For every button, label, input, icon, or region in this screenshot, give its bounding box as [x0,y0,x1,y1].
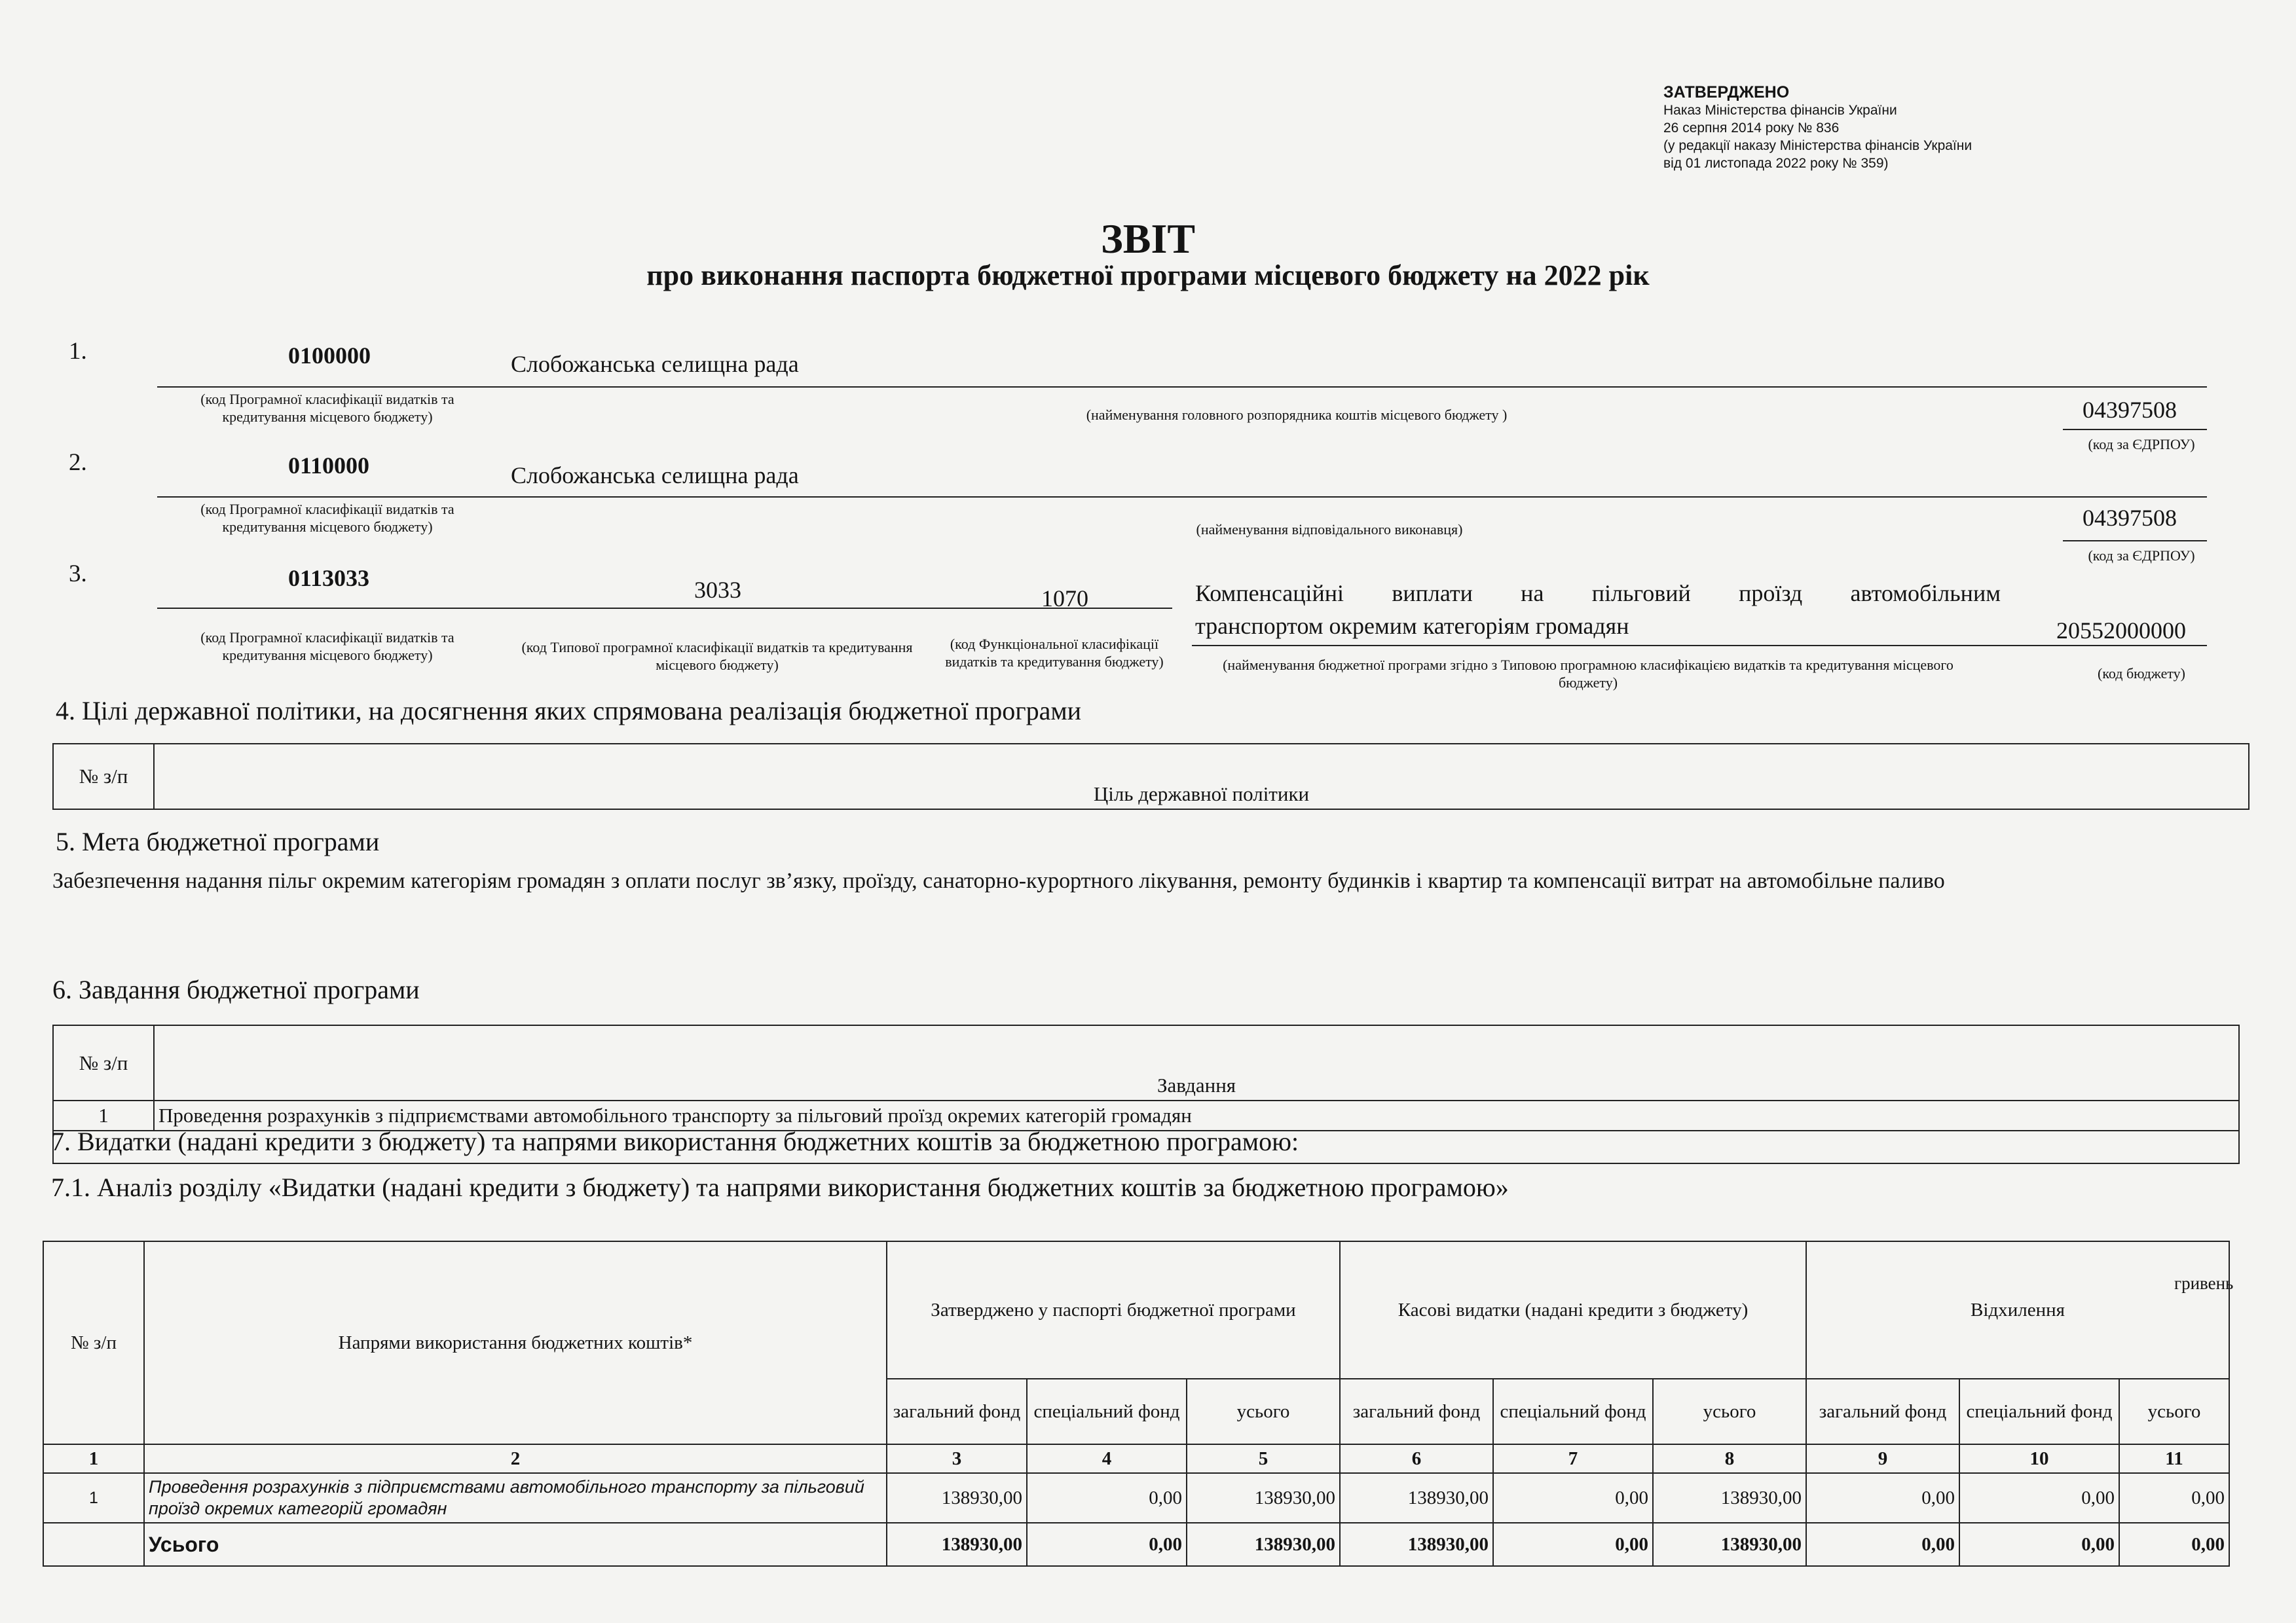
col-number: 2 [144,1444,887,1473]
task-text: Проведення розрахунків з підприємствами автомобільного транспорту за пільговий проїзд окремих категорій громадян [154,1101,2239,1131]
col-number: 10 [1959,1444,2119,1473]
section6-title: 6. Завдання бюджетної програми [52,975,420,1004]
tasks-col-num: № з/п [53,1025,154,1101]
exp-sub-special: спеціальний фонд [1959,1379,2119,1444]
exp-sub-general: загальний фонд [887,1379,1027,1444]
exp-value: 0,00 [1027,1473,1187,1523]
approval-line: від 01 листопада 2022 року № 359) [1663,156,1889,171]
exp-value: 0,00 [1493,1473,1653,1523]
unit-label: гривень [2174,1273,2234,1293]
section7-title: 7. Видатки (надані кредити з бюджету) та напрями використання бюджетних коштів за бюджетною програмою: [51,1127,1299,1156]
report-subtitle: про виконання паспорта бюджетної програми місцевого бюджету на 2022 рік [646,259,1650,291]
row3-program-code: 0113033 [288,565,370,591]
exp-sub-total: усього [1653,1379,1806,1444]
col-number: 6 [1340,1444,1493,1473]
task-num: 1 [53,1101,154,1131]
row3-underline-left [157,608,1172,609]
col-number: 5 [1187,1444,1340,1473]
approval-line: (у редакції наказу Міністерства фінансів України [1663,138,1972,153]
exp-row-num: 1 [43,1473,144,1523]
exp-total-value: 0,00 [1959,1523,2119,1566]
row1-edrpou-underline [2063,429,2207,430]
approval-line: 26 серпня 2014 року № 836 [1663,120,1840,136]
table-row-total [43,1523,2229,1566]
row1-edrpou-caption: (код за ЄДРПОУ) [2088,436,2195,452]
row2-executor-name: Слобожанська селищна рада [511,462,799,488]
exp-value: 138930,00 [887,1473,1027,1523]
row3-functional-code: 1070 [1041,585,1088,611]
exp-value: 0,00 [2119,1473,2229,1523]
report-title: ЗВІТ [1100,215,1196,262]
col-number: 1 [43,1444,144,1473]
col-number: 8 [1653,1444,1806,1473]
exp-value: 0,00 [1959,1473,2119,1523]
exp-sub-special: спеціальний фонд [1493,1379,1653,1444]
row3-typical-code: 3033 [694,577,741,603]
row1-underline [157,386,2207,388]
row1-number: 1. [69,338,87,365]
exp-value: 138930,00 [1187,1473,1340,1523]
exp-total-value: 0,00 [2119,1523,2229,1566]
col-number: 9 [1806,1444,1959,1473]
row3-code-caption: (код Програмної класифікації видатків та кредитування місцевого бюджету) [200,629,454,663]
row3-number: 3. [69,560,87,587]
row2-number: 2. [69,449,87,476]
exp-total-value: 0,00 [1806,1523,1959,1566]
row2-program-code: 0110000 [288,452,370,479]
goals-col-num: № з/п [53,744,154,809]
col-number: 3 [887,1444,1027,1473]
row3-functional-caption: (код Функціональної класифікації видатків та кредитування бюджету) [945,636,1164,670]
row2-underline [157,496,2207,498]
col-number: 4 [1027,1444,1187,1473]
section5-title: 5. Мета бюджетної програми [56,827,380,856]
exp-sub-total: усього [1187,1379,1340,1444]
section4-title: 4. Цілі державної політики, на досягнення яких спрямована реалізація бюджетної програми [56,696,1082,725]
section5-text: Забезпечення надання пільг окремим категоріям громадян з оплати послуг зв’язку, проїзду, санаторно-курортного лікування, ремонту будинків і квартир та компенсації витрат на автомобільне паливо [52,869,1945,893]
approval-line: Наказ Міністерства фінансів України [1663,103,1897,118]
exp-total-value: 138930,00 [1187,1523,1340,1566]
row3-underline-right [1192,645,2207,646]
exp-col-cash: Касові видатки (надані кредити з бюджету) [1340,1241,1806,1379]
approval-title: ЗАТВЕРДЖЕНО [1663,83,1790,101]
exp-col-deviation: Відхилення [1806,1241,2229,1379]
table-row [43,1473,2229,1523]
row3-budget-code: 20552000000 [2056,617,2186,644]
exp-value: 138930,00 [1340,1473,1493,1523]
exp-total-value: 138930,00 [887,1523,1027,1566]
goals-col-goal: Ціль державної політики [154,744,2249,809]
row2-edrpou: 04397508 [2083,505,2177,531]
tasks-col-task: Завдання [154,1025,2239,1101]
exp-sub-special: спеціальний фонд [1027,1379,1187,1444]
exp-row-direction: Проведення розрахунків з підприємствами автомобільного транспорту за пільговий проїзд окремих категорій громадян [144,1473,887,1523]
exp-sub-general: загальний фонд [1806,1379,1959,1444]
exp-value: 0,00 [1806,1473,1959,1523]
exp-sub-total: усього [2119,1379,2229,1444]
expenditure-table [43,1241,2230,1567]
section71-title: 7.1. Аналіз розділу «Видатки (надані кредити з бюджету) та напрями використання бюджетних коштів за бюджетною програмою» [51,1173,1509,1202]
approval-block [1663,84,1972,172]
row3-typical-caption: (код Типової програмної класифікації видатків та кредитування місцевого бюджету) [521,639,913,673]
row3-name-caption: (найменування бюджетної програми згідно з Типовою програмною класифікацією видатків та кредитування місцевого бюджету) [1223,657,1953,691]
row1-name-caption: (найменування головного розпорядника коштів місцевого бюджету ) [1086,407,1508,423]
row2-edrpou-underline [2063,540,2207,541]
exp-col-approved: Затверджено у паспорті бюджетної програми [887,1241,1340,1379]
exp-total-value: 138930,00 [1340,1523,1493,1566]
exp-value: 138930,00 [1653,1473,1806,1523]
row3-program-name-line2: транспортом окремим категоріям громадян [1195,613,1629,639]
exp-sub-general: загальний фонд [1340,1379,1493,1444]
exp-total-label: Усього [144,1523,887,1566]
col-number: 7 [1493,1444,1653,1473]
row1-edrpou: 04397508 [2083,397,2177,423]
col-number: 11 [2119,1444,2229,1473]
exp-total-value: 0,00 [1493,1523,1653,1566]
exp-col-direction: Напрями використання бюджетних коштів* [144,1241,887,1444]
exp-total-value: 138930,00 [1653,1523,1806,1566]
row3-budget-caption: (код бюджету) [2098,665,2185,682]
row2-code-caption: (код Програмної класифікації видатків та кредитування місцевого бюджету) [200,501,454,535]
row3-program-name-line1: Компенсаційні виплати на пільговий проїзд автомобільним [1195,580,2001,606]
goals-table [52,743,2250,810]
row1-program-code: 0100000 [288,342,371,369]
row2-edrpou-caption: (код за ЄДРПОУ) [2088,547,2195,564]
row2-name-caption: (найменування відповідального виконавця) [1196,521,1463,538]
exp-total-value: 0,00 [1027,1523,1187,1566]
row1-manager-name: Слобожанська селищна рада [511,351,799,377]
row1-code-caption: (код Програмної класифікації видатків та кредитування місцевого бюджету) [200,391,454,425]
exp-col-num: № з/п [43,1241,144,1444]
